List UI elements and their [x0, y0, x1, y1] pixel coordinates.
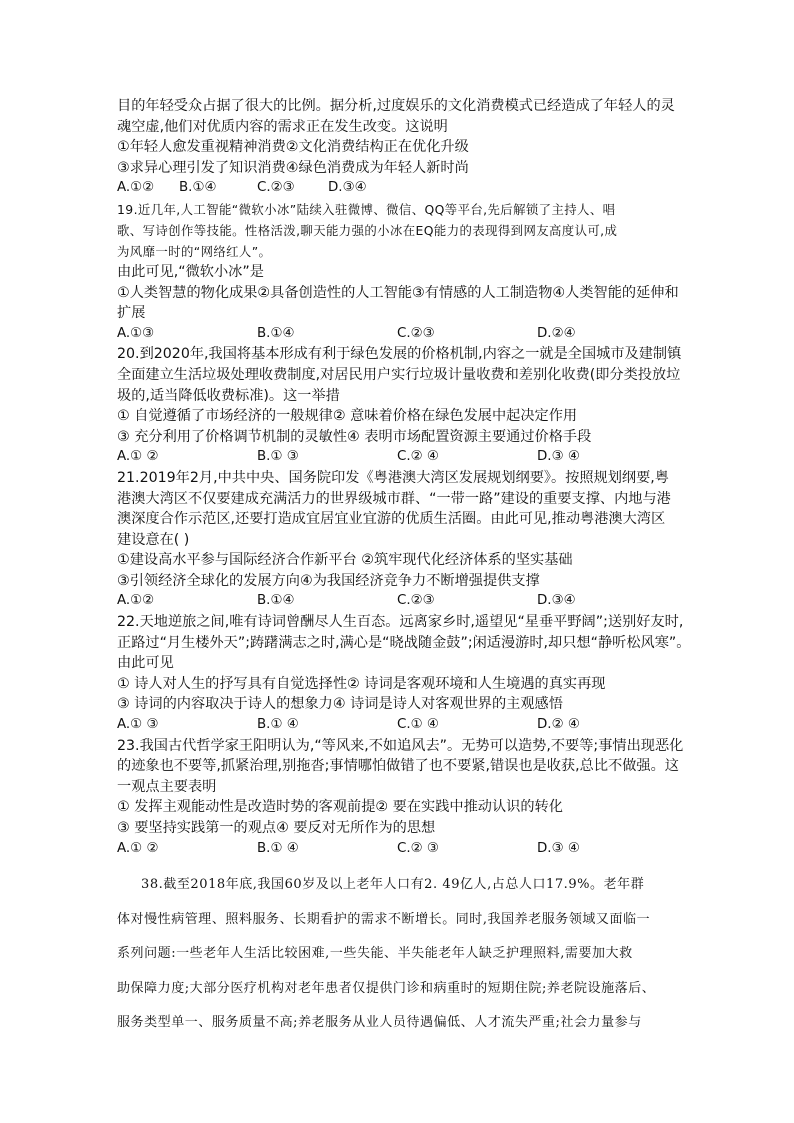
- question-22-stem: 由此可见: [117, 655, 174, 672]
- question-23-stem: 23.我国古代哲学家王阳明认为,“等风来,不如追风去”。无势可以造势,不要等;事情出现恶化: [117, 737, 684, 754]
- question-23-stem: 的迹象也不要等,抓紧治理,别拖沓;事情哪怕做错了也不要紧,错误也是收获,总比不做强。这: [117, 758, 679, 775]
- option-d: D.③ ④: [537, 449, 580, 465]
- question-22-statement: ① 诗人对人生的抒写具有自觉选择性② 诗词是客观环境和人生境遇的真实再现: [117, 675, 606, 692]
- option-a: A.①③: [117, 325, 155, 341]
- question-23: [117, 736, 684, 860]
- question-20-stem: 20.到2020年,我国将基本形成有利于绿色发展的价格机制,内容之一就是全国城市及建制镇: [117, 346, 682, 363]
- question-23-options: [117, 839, 677, 860]
- question-18-statement: ③求异心理引发了知识消费④绿色消费成为年轻人新时尚: [117, 159, 469, 176]
- question-20-stem: 圾的,适当降低收费标准)。这一举措: [117, 387, 340, 404]
- option-d: D.③④: [328, 180, 367, 196]
- question-38-paragraph: 助保障力度;大部分医疗机构对老年患者仅提供门诊和病重时的短期住院;养老院设施落后、: [117, 980, 656, 996]
- option-c: C.② ④: [397, 449, 439, 465]
- option-d: D.②④: [537, 325, 576, 341]
- question-21-stem: 21.2019年2月,中共中央、国务院印发《粤港澳大湾区发展规划纲要》。按照规划纲要,粤: [117, 469, 669, 486]
- question-22-stem: 22.天地逆旅之间,唯有诗词曾酬尽人生百态。远离家乡时,遥望见“星垂平野阔”;送别好友时,: [117, 614, 684, 631]
- option-c: C.① ④: [397, 717, 439, 733]
- option-a: A.① ③: [117, 717, 159, 733]
- question-21-options: [117, 591, 677, 612]
- question-19-stem: 19.近几年,人工智能“微软小冰”陆续入驻微博、微信、QQ等平台,先后解锁了主持人、唱: [117, 201, 616, 217]
- question-19-stem: 为风靡一时的“网络红人”。: [117, 243, 272, 259]
- question-18-stem: 目的年轻受众占据了很大的比例。据分析,过度娱乐的文化消费模式已经造成了年轻人的灵: [117, 98, 675, 114]
- question-21-statement: ③引领经济全球化的发展方向④为我国经济竞争力不断增强提供支撑: [117, 572, 540, 589]
- option-b: B.① ④: [257, 840, 299, 856]
- question-23-statement: ③ 要坚持实践第一的观点④ 要反对无所作为的思想: [117, 820, 436, 836]
- option-c: C.②③: [397, 593, 435, 609]
- question-18-options: [117, 178, 677, 199]
- question-38-paragraph: 体对慢性病管理、照料服务、长期看护的需求不断增长。同时,我国养老服务领域又面临一: [117, 911, 651, 927]
- option-b: B.① ③: [257, 449, 299, 465]
- question-20: [117, 344, 682, 468]
- option-a: A.① ②: [117, 449, 159, 465]
- question-19-prompt: 由此可见,“微软小冰”是: [117, 263, 264, 280]
- question-20-statement: ③ 充分利用了价格调节机制的灵敏性④ 表明市场配置资源主要通过价格手段: [117, 428, 592, 445]
- question-18: [117, 96, 677, 199]
- question-21-stem: 建设意在( ): [117, 531, 190, 548]
- question-22: [117, 612, 691, 736]
- option-a: A.① ②: [117, 840, 159, 856]
- option-c: C.②③: [397, 325, 435, 341]
- option-c: C.② ③: [397, 840, 439, 856]
- question-38-paragraph: 服务类型单一、服务质量不高;养老服务从业人员待遇偏低、人才流失严重;社会力量参与: [117, 1015, 642, 1031]
- question-block: [117, 96, 691, 859]
- question-19-options: [117, 324, 677, 345]
- question-19: [117, 199, 677, 344]
- question-38-paragraph: 系列问题:一些老年人生活比较困难,一些失能、半失能老年人缺乏护理照料,需要加大救: [117, 946, 633, 962]
- option-b: B.①④: [257, 593, 295, 609]
- question-22-statement: ③ 诗词的内容取决于诗人的想象力④ 诗词是诗人对客观世界的主观感悟: [117, 696, 563, 713]
- option-d: D.③ ④: [537, 840, 580, 856]
- question-18-stem: 魂空虚,他们对优质内容的需求正在发生改变。这说明: [117, 118, 448, 135]
- question-19-statement: 扩展: [117, 305, 146, 322]
- question-19-statement: ①人类智慧的物化成果②具备创造性的人工智能③有情感的人工制造物④人类智能的延伸和: [117, 284, 679, 301]
- question-20-stem: 全面建立生活垃圾处理收费制度,对居民用户实行垃圾计量收费和差别化收费(即分类投放垃: [117, 366, 681, 383]
- question-23-statement: ① 发挥主观能动性是改造时势的客观前提② 要在实践中推动认识的转化: [117, 799, 563, 816]
- question-21-stem: 港澳大湾区不仅要建成充满活力的世界级城市群、“一带一路”建设的重要支撑、内地与港: [117, 490, 671, 507]
- question-38: [117, 868, 677, 1041]
- question-21-stem: 澳深度合作示范区,还要打造成宜居宜业宜游的优质生活圈。由此可见,推动粤港澳大湾区: [117, 511, 666, 528]
- question-20-options: [117, 447, 677, 468]
- question-23-stem: 一观点主要表明: [117, 778, 217, 795]
- question-22-stem: 正路过“月生楼外天”;踌躇满志之时,满心是“晓战随金鼓”;闲适漫游时,却只想“静听松风寒”。: [117, 634, 691, 651]
- question-19-stem: 歌、写诗创作等技能。性格活泼,聊天能力强的小冰在EQ能力的表现得到网友高度认可,成: [117, 222, 618, 238]
- question-20-statement: ① 自觉遵循了市场经济的一般规律② 意味着价格在绿色发展中起决定作用: [117, 408, 578, 425]
- question-38-paragraph: 38.截至2018年底,我国60岁及以上老年人口有2. 49亿人,占总人口17.9%。老年群: [141, 877, 645, 892]
- option-a: A.①②: [117, 180, 155, 196]
- option-a: A.①②: [117, 593, 155, 609]
- question-21-statement: ①建设高水平参与国际经济合作新平台 ②筑牢现代化经济体系的坚实基础: [117, 552, 573, 569]
- option-b: B.①④: [179, 180, 217, 196]
- question-18-statement: ①年轻人愈发重视精神消费②文化消费结构正在优化升级: [117, 139, 469, 156]
- option-d: D.③④: [537, 593, 576, 609]
- question-21: [117, 468, 677, 612]
- option-c: C.②③: [257, 180, 295, 196]
- option-b: B.①④: [257, 325, 295, 341]
- question-22-options: [117, 715, 677, 736]
- option-b: B.① ④: [257, 717, 299, 733]
- option-d: D.② ④: [537, 717, 580, 733]
